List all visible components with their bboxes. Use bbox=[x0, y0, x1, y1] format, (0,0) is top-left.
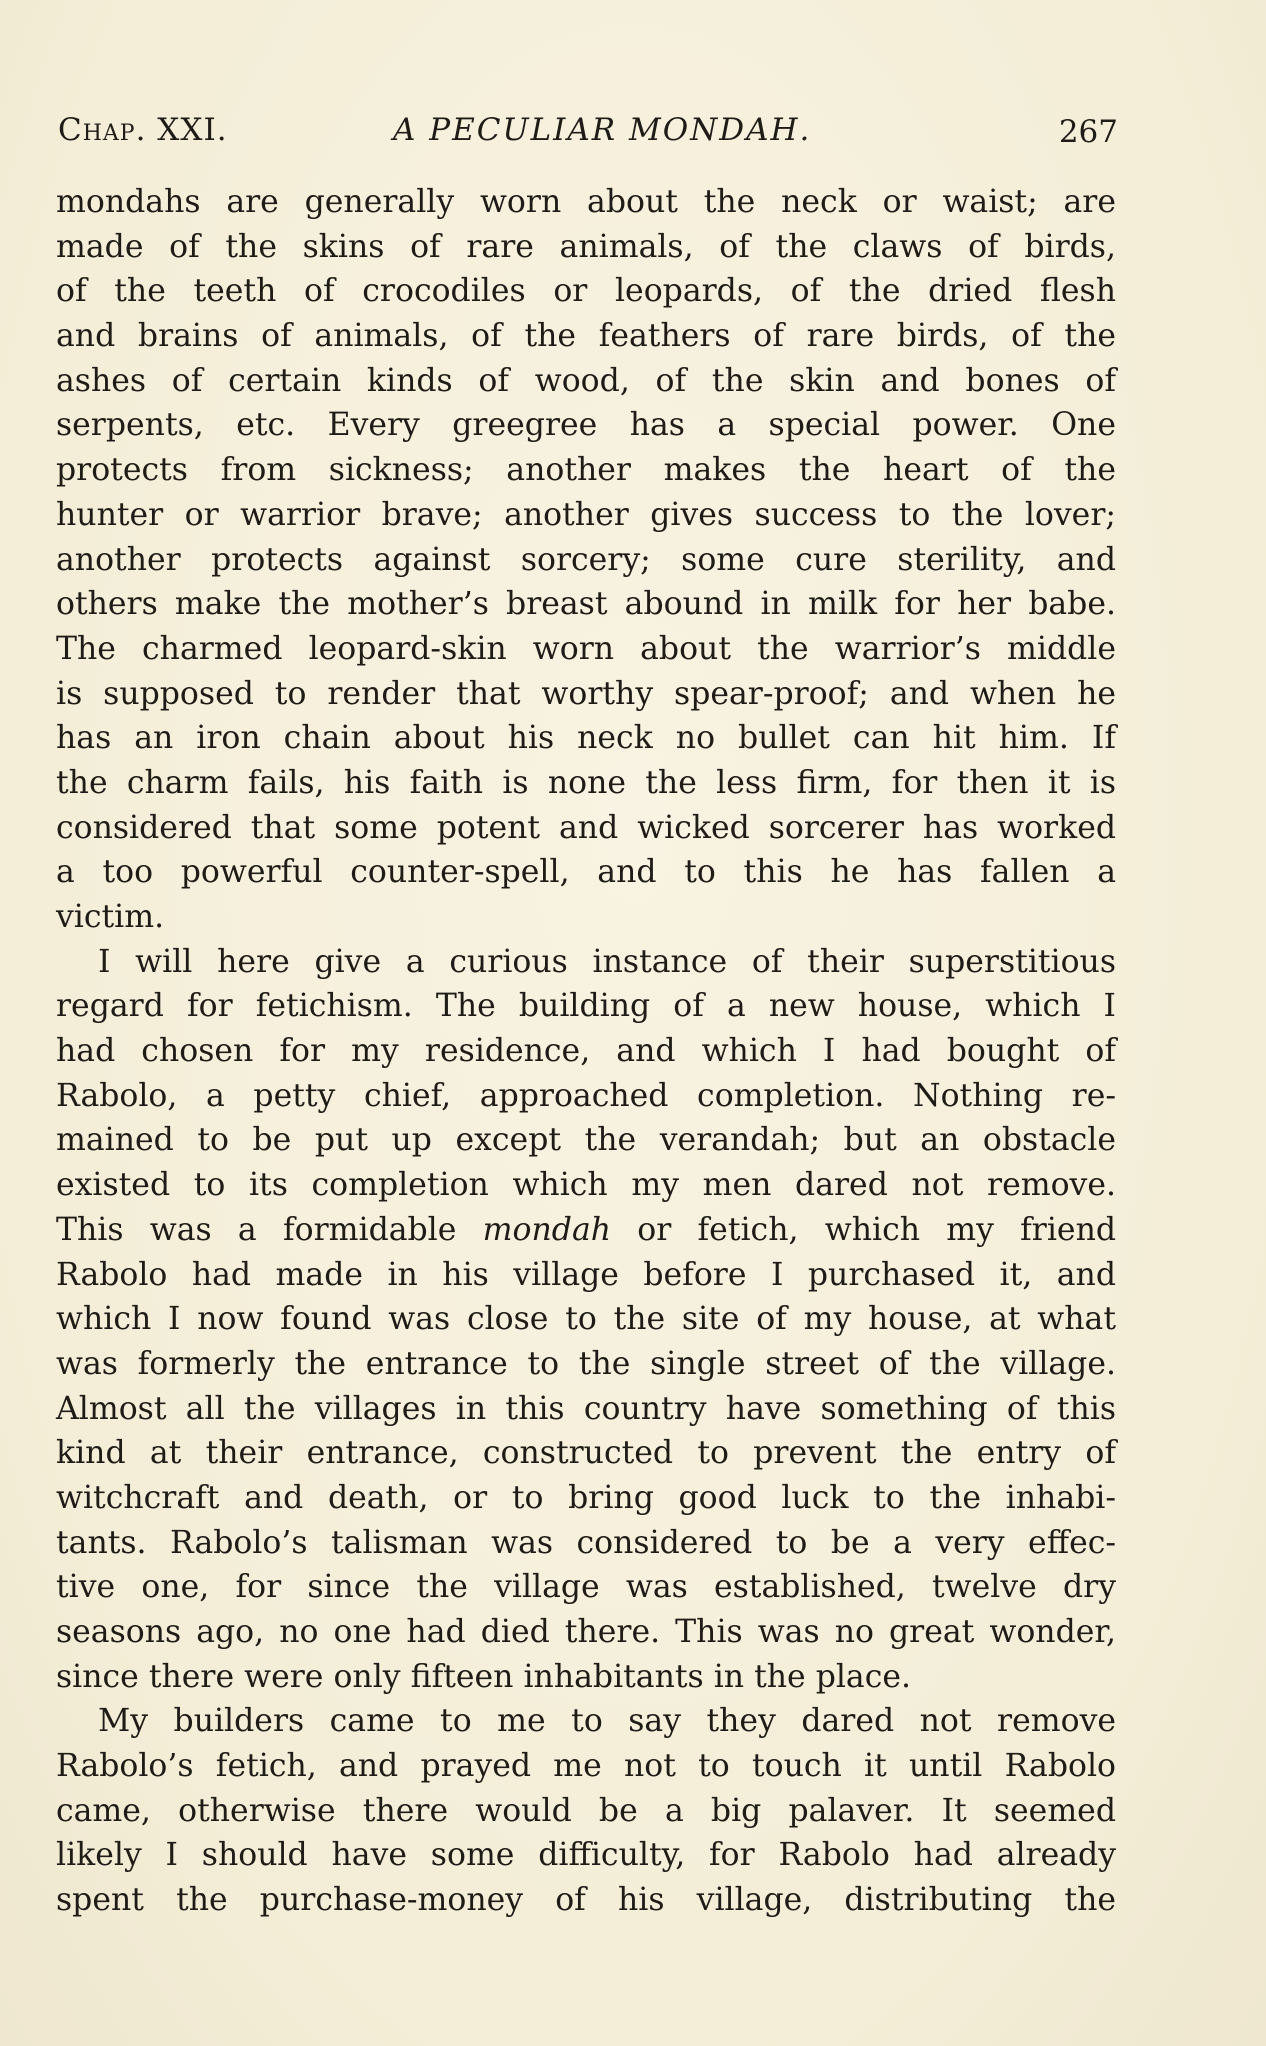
text-line: a too powerful counter-spell, and to this he has fallen a bbox=[56, 854, 1116, 891]
chapter-label: Chap. XXI. bbox=[58, 112, 228, 148]
text-line: regard for fetichism. The building of a new house, which I bbox=[56, 988, 1116, 1025]
text-line: has an iron chain about his neck no bullet can hit him. If bbox=[56, 720, 1116, 757]
text-line: kind at their entrance, constructed to prevent the entry of bbox=[56, 1435, 1116, 1472]
text-line-with-italic bbox=[56, 1208, 1116, 1253]
text-line: likely I should have some difficulty, for Rabolo had already bbox=[56, 1837, 1116, 1874]
text-line: serpents, etc. Every greegree has a special power. One bbox=[56, 407, 1116, 444]
text-line: witchcraft and death, or to bring good luck to the inhabi- bbox=[56, 1479, 1116, 1516]
text-line: mained to be put up except the verandah; but an obstacle bbox=[56, 1122, 1116, 1159]
text-line: others make the mother’s breast abound in milk for her babe. bbox=[56, 586, 1116, 623]
text-line: The charmed leopard-skin worn about the warrior’s middle bbox=[56, 630, 1116, 667]
text-line: tive one, for since the village was established, twelve dry bbox=[56, 1569, 1116, 1606]
text-line: tants. Rabolo’s talisman was considered to be a very effec- bbox=[56, 1524, 1116, 1561]
text-line: since there were only fifteen inhabitants in the place. bbox=[56, 1658, 912, 1695]
text-line: ashes of certain kinds of wood, of the skin and bones of bbox=[56, 362, 1116, 399]
text-line: which I now found was close to the site of my house, at what bbox=[56, 1301, 1116, 1338]
text-line: mondahs are generally worn about the neck or waist; are bbox=[56, 184, 1116, 220]
text-line: came, otherwise there would be a big palaver. It seemed bbox=[56, 1792, 1116, 1829]
text-line: spent the purchase-money of his village, distributing the bbox=[56, 1882, 1116, 1919]
text-line: considered that some potent and wicked sorcerer has worked bbox=[56, 809, 1116, 846]
text-line: Rabolo, a petty chief, approached completion. Nothing re- bbox=[56, 1077, 1116, 1114]
page-number: 267 bbox=[1058, 114, 1118, 150]
text-line: I will here give a curious instance of their superstitious bbox=[98, 943, 1116, 980]
text-line: Almost all the villages in this country have something of this bbox=[56, 1390, 1116, 1427]
text-line: made of the skins of rare animals, of the claws of birds, bbox=[56, 228, 1116, 265]
body-text bbox=[56, 180, 1116, 1923]
text-line: hunter or warrior brave; another gives success to the lover; bbox=[56, 496, 1116, 533]
text-line: is supposed to render that worthy spear-proof; and when he bbox=[56, 675, 1116, 712]
text-line: the charm fails, his faith is none the less firm, for then it is bbox=[56, 764, 1116, 801]
text-line: and brains of animals, of the feathers of rare birds, of the bbox=[56, 318, 1116, 355]
text-line: protects from sickness; another makes the heart of the bbox=[56, 452, 1116, 489]
italic-word: mondah bbox=[482, 1211, 612, 1248]
text-segment: This was a formidable bbox=[56, 1211, 457, 1248]
running-head bbox=[58, 108, 1118, 152]
text-line: victim. bbox=[56, 899, 165, 935]
text-segment: or fetich, which my friend bbox=[637, 1211, 1117, 1248]
text-line: seasons ago, no one had died there. This was no great wonder, bbox=[56, 1614, 1116, 1650]
text-line: Rabolo’s fetich, and prayed me not to touch it until Rabolo bbox=[56, 1748, 1116, 1785]
text-line: Rabolo had made in his village before I purchased it, and bbox=[56, 1256, 1116, 1293]
text-line: existed to its completion which my men dared not remove. bbox=[56, 1167, 1116, 1204]
chapter-title: A PECULIAR MONDAH. bbox=[393, 112, 812, 148]
text-line: had chosen for my residence, and which I had bought of bbox=[56, 1033, 1116, 1070]
text-line: another protects against sorcery; some cure sterility, and bbox=[56, 541, 1116, 578]
text-line: My builders came to me to say they dared not remove bbox=[98, 1703, 1116, 1740]
text-line: of the teeth of crocodiles or leopards, of the dried flesh bbox=[56, 273, 1116, 310]
text-line: was formerly the entrance to the single street of the village. bbox=[56, 1345, 1116, 1382]
